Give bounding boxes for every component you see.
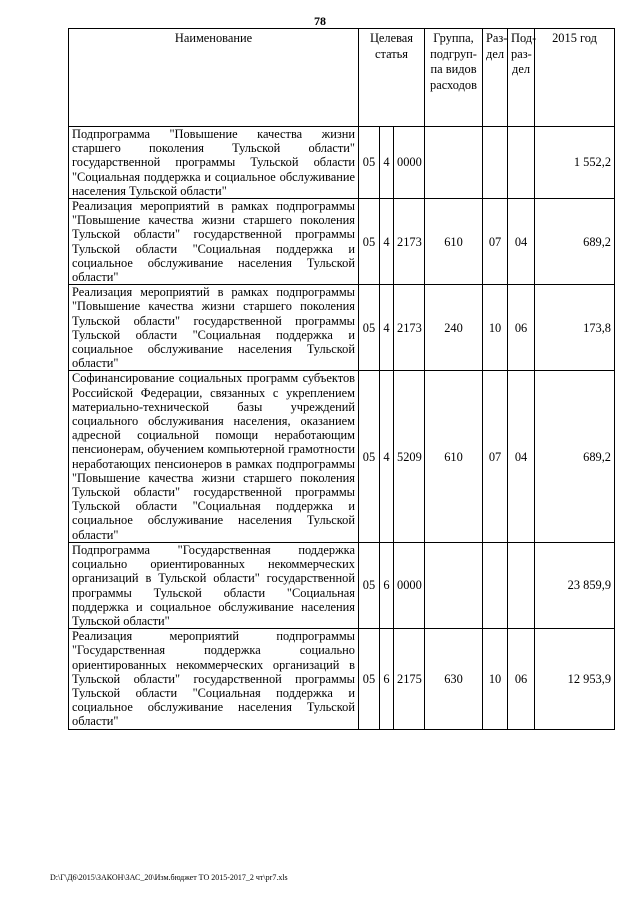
row-ts2: 6 [380, 629, 394, 729]
table-header-row [69, 29, 615, 127]
row-ts2: 4 [380, 127, 394, 199]
table-row [69, 285, 615, 371]
row-subsection [508, 542, 535, 628]
row-name: Реализация мероприятий в рамках подпрограммы "Повышение качества жизни старшего поколения Тульской области" государственной программы Тульской области "Социальная поддержка и социальное обслуживание населения Тульской области" [69, 285, 359, 371]
row-name: Реализация мероприятий подпрограммы "Государственная поддержка социально ориентированных некоммерческих организаций в Тульской области" государственной программы Тульской области "Социальная поддержка и социальное обслуживание населения Тульской области" [69, 629, 359, 729]
row-section: 07 [483, 371, 508, 542]
table-row [69, 127, 615, 199]
row-name: Подпрограмма "Государственная поддержка социально ориентированных некоммерческих организаций в Тульской области" государственной программы Тульской области "Социальная поддержка и социальное обслуживание населения Тульской области" [69, 542, 359, 628]
row-section: 10 [483, 629, 508, 729]
row-ts2: 4 [380, 199, 394, 285]
row-ts3: 2173 [394, 285, 425, 371]
row-group: 630 [425, 629, 483, 729]
row-amount: 173,8 [535, 285, 615, 371]
row-ts2: 6 [380, 542, 394, 628]
row-group [425, 542, 483, 628]
row-section: 10 [483, 285, 508, 371]
row-ts1: 05 [359, 371, 380, 542]
row-name: Софинансирование социальных программ субъектов Российской Федерации, связанных с укреплением материально-технической базы учреждений социального обслуживания населения, оказанием адресной социальной помощи неработающим пенсионерам, обучением компьютерной грамотности неработающих пенсионеров в рамках подпрограммы "Повышение качества жизни старшего поколения Тульской области" государственной программы Тульской области "Социальная поддержка и социальное обслуживание населения Тульской области" [69, 371, 359, 542]
row-amount: 689,2 [535, 199, 615, 285]
row-section: 07 [483, 199, 508, 285]
row-ts3: 2173 [394, 199, 425, 285]
row-group: 610 [425, 371, 483, 542]
table-row [69, 371, 615, 542]
row-ts2: 4 [380, 285, 394, 371]
row-subsection: 06 [508, 285, 535, 371]
row-ts1: 05 [359, 199, 380, 285]
footer-file-path: D:\Г\Д6\2015\ЗАКОН\ЗАС_20\Изм.бюджет ТО 2015-2017_2 чт\pr7.xls [50, 873, 288, 882]
row-ts3: 5209 [394, 371, 425, 542]
row-ts2: 4 [380, 371, 394, 542]
row-ts3: 2175 [394, 629, 425, 729]
row-group: 610 [425, 199, 483, 285]
row-ts1: 05 [359, 285, 380, 371]
header-name: Наименование [69, 29, 359, 127]
header-target-article: Целевая статья [359, 29, 425, 127]
row-ts3: 0000 [394, 542, 425, 628]
row-ts1: 05 [359, 629, 380, 729]
table-row [69, 199, 615, 285]
table-row [69, 629, 615, 729]
row-name: Реализация мероприятий в рамках подпрограммы "Повышение качества жизни старшего поколения Тульской области" государственной программы Тульской области "Социальная поддержка и социальное обслуживание населения Тульской области" [69, 199, 359, 285]
row-ts3: 0000 [394, 127, 425, 199]
header-subsection: Под-раз-дел [508, 29, 535, 127]
header-section: Раз-дел [483, 29, 508, 127]
row-subsection: 04 [508, 199, 535, 285]
row-subsection [508, 127, 535, 199]
budget-table [68, 28, 615, 730]
row-amount: 23 859,9 [535, 542, 615, 628]
row-amount: 689,2 [535, 371, 615, 542]
row-group: 240 [425, 285, 483, 371]
header-group: Группа, подгруп-па видов расходов [425, 29, 483, 127]
row-subsection: 06 [508, 629, 535, 729]
row-subsection: 04 [508, 371, 535, 542]
header-year: 2015 год [535, 29, 615, 127]
row-group [425, 127, 483, 199]
row-section [483, 127, 508, 199]
row-name: Подпрограмма "Повышение качества жизни старшего поколения Тульской области" государственной программы Тульской области "Социальная поддержка и социальное обслуживание населения Тульской области" [69, 127, 359, 199]
row-ts1: 05 [359, 127, 380, 199]
row-amount: 1 552,2 [535, 127, 615, 199]
row-ts1: 05 [359, 542, 380, 628]
row-section [483, 542, 508, 628]
row-amount: 12 953,9 [535, 629, 615, 729]
page-number: 78 [314, 14, 326, 28]
table-row [69, 542, 615, 628]
